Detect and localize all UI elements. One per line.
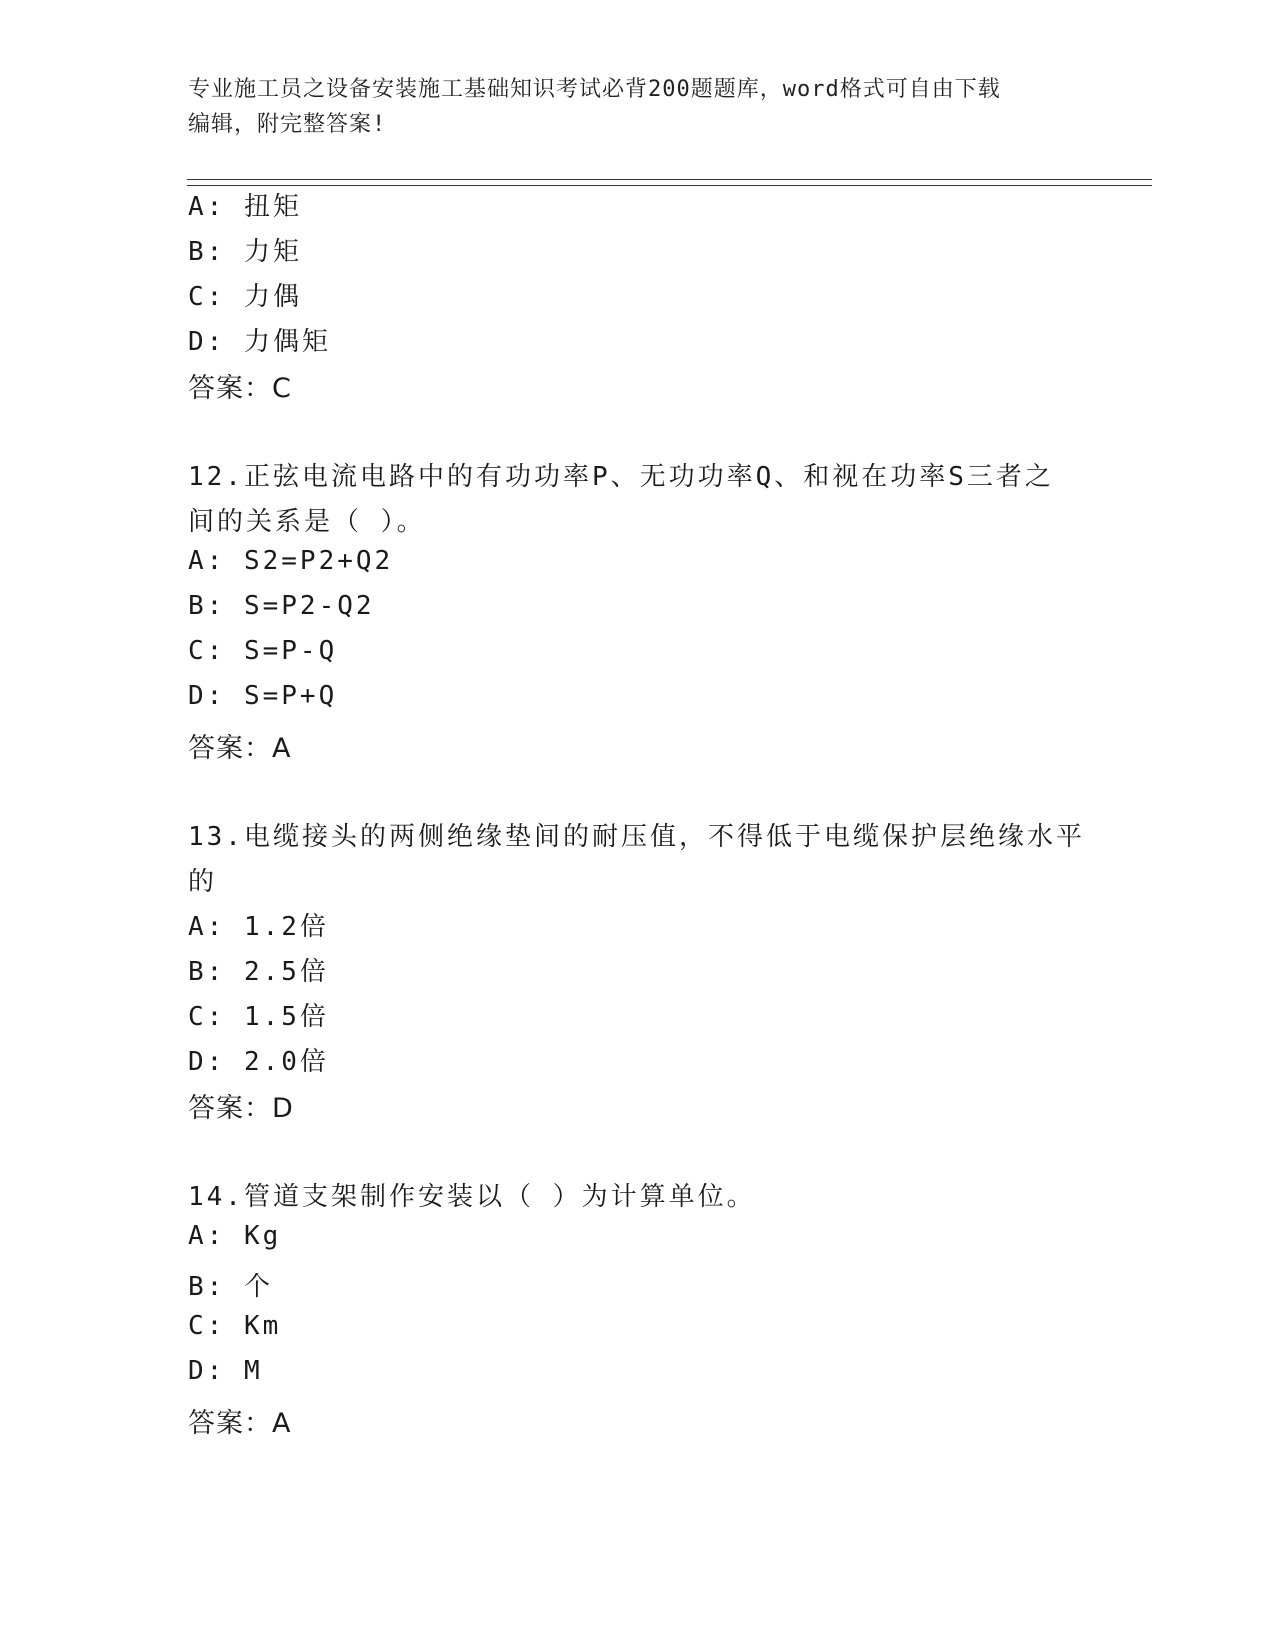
q14-option-b: B: 个 (188, 1272, 273, 1302)
q11-option-c: C: 力偶 (188, 282, 302, 312)
header-line-2: 编辑，附完整答案! (188, 112, 387, 137)
q12-option-a: A: S2=P2+Q2 (188, 546, 394, 576)
q13-option-d: D: 2.0倍 (188, 1047, 329, 1077)
header-line-1: 专业施工员之设备安装施工基础知识考试必背200题题库，word格式可自由下载 (188, 77, 1001, 102)
q13-option-b: B: 2.5倍 (188, 957, 329, 987)
q11-answer: 答案：C (188, 373, 292, 404)
q14-option-a: A: Kg (188, 1221, 282, 1251)
q14-answer: 答案：A (188, 1408, 292, 1439)
q12-question-line-1: 12.正弦电流电路中的有功功率P、无功功率Q、和视在功率S三者之 (188, 462, 1054, 492)
q12-option-c: C: S=P-Q (188, 636, 338, 666)
q12-question-line-2: 间的关系是（ ）。 (188, 507, 426, 537)
q12-answer: 答案：A (188, 733, 292, 764)
document-header (188, 72, 1088, 142)
q12-option-d: D: S=P+Q (188, 681, 338, 711)
q12-option-b: B: S=P2-Q2 (188, 591, 375, 621)
q11-option-a: A: 扭矩 (188, 192, 302, 222)
q13-question-line-1: 13.电缆接头的两侧绝缘垫间的耐压值，不得低于电缆保护层绝缘水平 (188, 822, 1085, 852)
q14-option-d: D: M (188, 1356, 263, 1386)
q11-option-b: B: 力矩 (188, 237, 302, 267)
q13-option-c: C: 1.5倍 (188, 1002, 329, 1032)
q11-option-d: D: 力偶矩 (188, 327, 331, 357)
q13-question-line-2: 的 (188, 867, 218, 897)
q14-question-line-1: 14.管道支架制作安装以（ ）为计算单位。 (188, 1182, 756, 1212)
q14-option-c: C: Km (188, 1311, 282, 1341)
q13-option-a: A: 1.2倍 (188, 912, 329, 942)
header-double-rule (187, 179, 1152, 186)
q13-answer: 答案：D (188, 1093, 294, 1124)
